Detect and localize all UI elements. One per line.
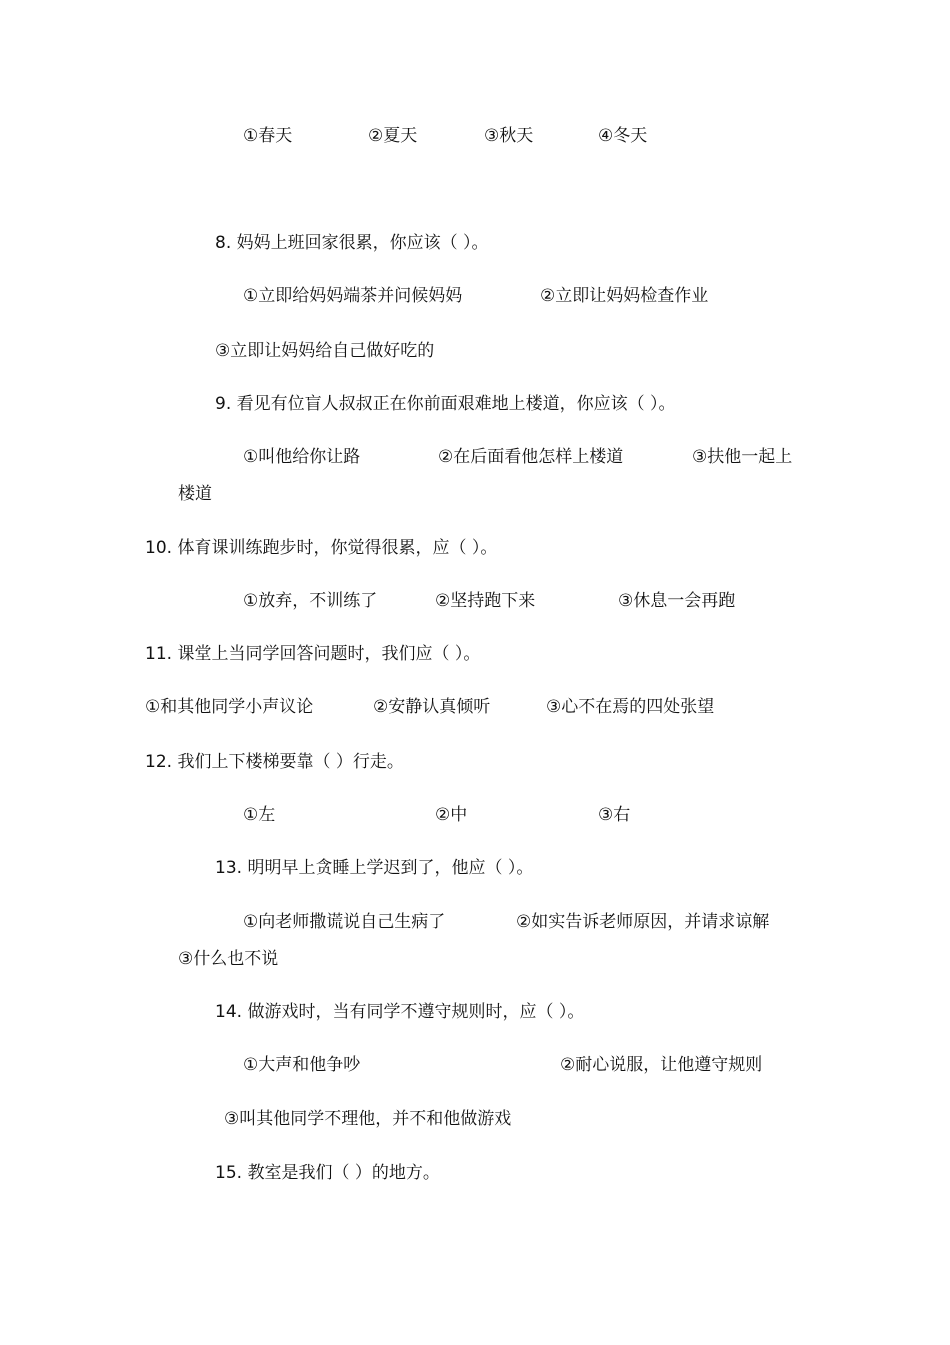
question-13-stem: 13. 明明早上贪睡上学迟到了，他应（ ）。: [215, 858, 534, 878]
q9-option-2: ②在后面看他怎样上楼道: [438, 447, 624, 467]
q10-option-3: ③休息一会再跑: [618, 591, 736, 611]
q11-option-1: ①和其他同学小声议论: [145, 697, 314, 717]
q14-option-3: ③叫其他同学不理他，并不和他做游戏: [224, 1109, 512, 1129]
q12-option-3: ③右: [598, 805, 631, 825]
q8-option-2: ②立即让妈妈检查作业: [540, 286, 709, 306]
q13-option-3: ③什么也不说: [178, 949, 279, 969]
q9-option-1: ①叫他给你让路: [243, 447, 361, 467]
question-11-stem: 11. 课堂上当同学回答问题时，我们应（ ）。: [145, 644, 481, 664]
question-12-stem: 12. 我们上下楼梯要靠（ ）行走。: [145, 752, 404, 772]
question-15-stem: 15. 教室是我们（ ）的地方。: [215, 1163, 440, 1183]
q13-option-2: ②如实告诉老师原因，并请求谅解: [516, 912, 770, 932]
q12-option-1: ①左: [243, 805, 276, 825]
q9-option-3-continuation: 楼道: [178, 484, 212, 504]
q14-option-1: ①大声和他争吵: [243, 1055, 361, 1075]
q9-option-3: ③扶他一起上: [692, 447, 793, 467]
q8-option-1: ①立即给妈妈端茶并问候妈妈: [243, 286, 463, 306]
q10-option-2: ②坚持跑下来: [435, 591, 536, 611]
question-9-stem: 9. 看见有位盲人叔叔正在你前面艰难地上楼道，你应该（ ）。: [215, 394, 676, 414]
q7-option-3: ③秋天: [484, 126, 534, 146]
q13-option-1: ①向老师撒谎说自己生病了: [243, 912, 446, 932]
q11-option-2: ②安静认真倾听: [373, 697, 491, 717]
question-10-stem: 10. 体育课训练跑步时，你觉得很累，应（ ）。: [145, 538, 498, 558]
question-8-stem: 8. 妈妈上班回家很累，你应该（ ）。: [215, 233, 489, 253]
q10-option-1: ①放弃，不训练了: [243, 591, 378, 611]
q11-option-3: ③心不在焉的四处张望: [546, 697, 715, 717]
q7-option-4: ④冬天: [598, 126, 648, 146]
q7-option-2: ②夏天: [368, 126, 418, 146]
q8-option-3: ③立即让妈妈给自己做好吃的: [215, 341, 435, 361]
q7-option-1: ①春天: [243, 126, 293, 146]
q12-option-2: ②中: [435, 805, 468, 825]
q14-option-2: ②耐心说服，让他遵守规则: [560, 1055, 763, 1075]
question-14-stem: 14. 做游戏时，当有同学不遵守规则时，应（ ）。: [215, 1002, 585, 1022]
